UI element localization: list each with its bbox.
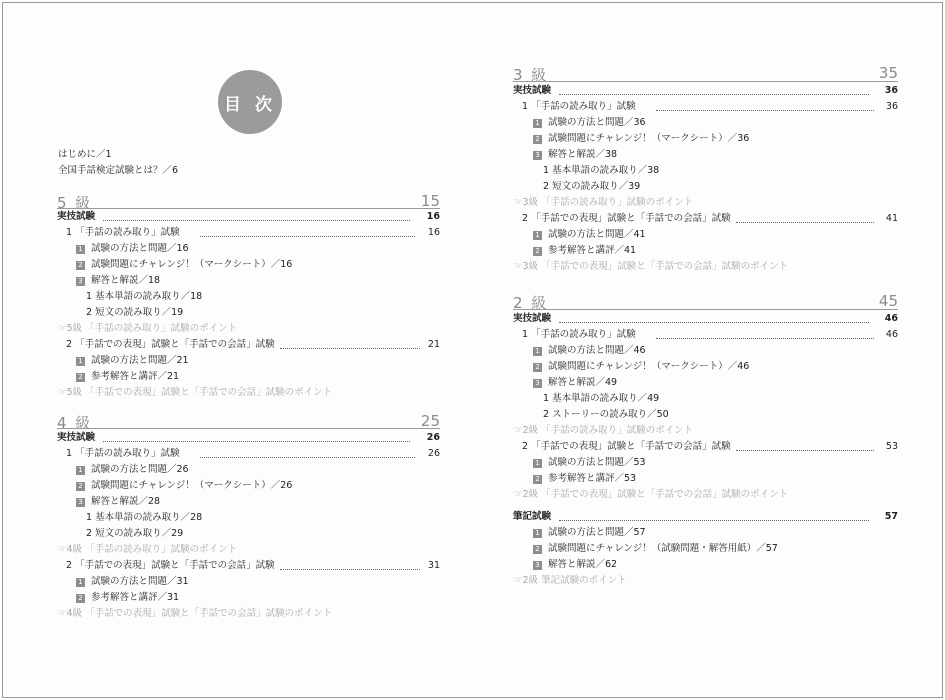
grade5-part1-page: 16 [427,227,440,238]
list-item-text: 試験の方法と問題／21 [91,355,189,366]
grade5-title: 5 級 [57,194,93,212]
number-badge: 2 [76,261,85,270]
grade5-divider [57,208,440,209]
grade4-part1-page: 26 [427,448,440,459]
number-badge: 3 [533,379,542,388]
grade3-jitsugi-page: 36 [884,85,898,96]
list-item-text: 解答と解説／38 [548,149,618,160]
grade2-part1-label[interactable]: 1 「手話の読み取り」試験 [522,329,636,340]
list-item-text: 解答と解説／62 [548,559,618,570]
list-item[interactable] [533,526,646,540]
list-item[interactable] [76,370,179,384]
number-badge: 1 [76,578,85,587]
grade4-part2-page: 31 [427,560,440,571]
number-badge: 2 [533,363,542,372]
grade5-point1[interactable]: ☞5級 「手話の読み取り」試験のポイント [58,323,238,334]
grade3-part2-label[interactable]: 2 「手話での表現」試験と「手話での会話」試験 [522,213,731,224]
toc-title-badge [218,70,282,134]
grade4-title: 4 級 [57,414,93,432]
grade3-divider [513,81,898,82]
grade4-point1[interactable]: ☞4級 「手話の読み取り」試験のポイント [58,544,238,555]
list-item-text: 試験の方法と問題／26 [91,464,189,475]
list-item-text: 試験の方法と問題／53 [548,457,646,468]
list-item-text: 解答と解説／49 [548,377,618,388]
grade4-page: 25 [420,412,440,430]
number-badge: 1 [533,459,542,468]
list-item-text: 試験問題にチャレンジ！（マークシート）／26 [91,480,293,491]
list-item-text: 参考解答と講評／41 [548,245,637,256]
grade2-part2-label[interactable]: 2 「手話での表現」試験と「手話での会話」試験 [522,441,731,452]
list-item[interactable] [533,228,646,242]
grade5-point2[interactable]: ☞5級 「手話での表現」試験と「手話での会話」試験のポイント [58,387,333,398]
grade4-divider [57,428,440,429]
leader-dots [280,569,420,570]
grade2-jitsugi-page: 46 [884,313,898,324]
grade5-part2-page: 21 [427,339,440,350]
list-item-text: 試験の方法と問題／31 [91,576,189,587]
number-badge: 1 [76,357,85,366]
number-badge: 1 [533,119,542,128]
grade2-part1-page: 46 [885,329,898,340]
grade4-part2-label[interactable]: 2 「手話での表現」試験と「手話での会話」試験 [66,560,275,571]
list-item[interactable] [76,591,179,605]
leader-dots [103,441,410,442]
grade2-page: 45 [878,292,898,310]
grade5-page: 15 [420,192,440,210]
grade4-part1-label[interactable]: 1 「手話の読み取り」試験 [66,448,180,459]
grade3-jitsugi-label[interactable]: 実技試験 [513,85,552,96]
grade2-divider [513,309,898,310]
number-badge: 2 [76,373,85,382]
grade5-part2-label[interactable]: 2 「手話での表現」試験と「手話での会話」試験 [66,339,275,350]
list-item-text: 参考解答と講評／21 [91,371,180,382]
list-item[interactable] [533,116,646,130]
leader-dots [656,338,874,339]
number-badge: 1 [76,466,85,475]
front-item-hajimeni[interactable]: はじめに／1 [58,149,112,160]
list-item[interactable] [76,242,189,256]
list-item[interactable] [533,456,646,470]
list-item[interactable] [533,148,617,162]
grade4-jitsugi-label[interactable]: 実技試験 [57,432,96,443]
toc-title: 目 次 [224,94,276,115]
grade2-point1[interactable]: ☞2級 「手話の読み取り」試験のポイント [514,425,694,436]
number-badge: 1 [533,231,542,240]
sub-list-item[interactable]: 1 基本単語の読み取り／38 [543,165,660,176]
grade4-point2[interactable]: ☞4級 「手話での表現」試験と「手話での会話」試験のポイント [58,608,333,619]
grade2-point3[interactable]: ☞2級 筆記試験のポイント [514,575,627,586]
list-item-text: 試験問題にチャレンジ！（マークシート）／46 [548,361,750,372]
list-item[interactable] [76,495,160,509]
grade2-part2-page: 53 [885,441,898,452]
number-badge: 1 [533,529,542,538]
grade3-point2[interactable]: ☞3級 「手話での表現」試験と「手話での会話」試験のポイント [514,261,789,272]
number-badge: 2 [533,545,542,554]
leader-dots [280,348,420,349]
list-item-text: 参考解答と講評／53 [548,473,637,484]
leader-dots [200,457,415,458]
grade2-title: 2 級 [513,294,549,312]
leader-dots [736,222,874,223]
sub-list-item[interactable]: 2 ストーリーの読み取り／50 [543,409,669,420]
grade3-part1-page: 36 [885,101,898,112]
grade3-title: 3 級 [513,66,549,84]
number-badge: 3 [533,151,542,160]
list-item[interactable] [76,258,292,272]
number-badge: 1 [533,347,542,356]
leader-dots [103,220,410,221]
number-badge: 2 [533,135,542,144]
list-item[interactable] [533,558,617,572]
number-badge: 3 [76,277,85,286]
list-item[interactable] [76,463,189,477]
number-badge: 3 [76,498,85,507]
list-item[interactable] [76,274,160,288]
grade2-hikki-page: 57 [884,511,898,522]
list-item-text: 解答と解説／18 [91,275,161,286]
list-item-text: 試験の方法と問題／41 [548,229,646,240]
list-item[interactable] [533,472,636,486]
grade5-jitsugi-page: 16 [426,211,440,222]
leader-dots [200,236,415,237]
list-item[interactable] [533,376,617,390]
list-item-text: 参考解答と講評／31 [91,592,180,603]
leader-dots [736,450,874,451]
list-item[interactable] [533,132,749,146]
list-item[interactable] [533,344,646,358]
grade5-part1-label[interactable]: 1 「手話の読み取り」試験 [66,227,180,238]
list-item[interactable] [533,360,749,374]
grade4-jitsugi-page: 26 [426,432,440,443]
leader-dots [559,94,869,95]
list-item[interactable] [76,479,292,493]
list-item-text: 試験の方法と問題／46 [548,345,646,356]
list-item-text: 試験問題にチャレンジ！（マークシート）／36 [548,133,750,144]
sub-list-item[interactable]: 2 短文の読み取り／39 [543,181,641,192]
number-badge: 2 [76,482,85,491]
list-item[interactable] [533,244,636,258]
number-badge: 2 [533,247,542,256]
list-item[interactable] [76,575,189,589]
sub-list-item[interactable]: 1 基本単語の読み取り／49 [543,393,660,404]
grade2-jitsugi-label[interactable]: 実技試験 [513,313,552,324]
front-item-about[interactable]: 全国手話検定試験とは？／6 [58,165,179,176]
number-badge: 2 [76,594,85,603]
grade3-point1[interactable]: ☞3級 「手話の読み取り」試験のポイント [514,197,694,208]
list-item-text: 試験の方法と問題／36 [548,117,646,128]
sub-list-item[interactable]: 2 短文の読み取り／29 [86,528,184,539]
sub-list-item[interactable]: 2 短文の読み取り／19 [86,307,184,318]
list-item-text: 解答と解説／28 [91,496,161,507]
list-item[interactable] [76,354,189,368]
grade3-page: 35 [878,64,898,82]
leader-dots [559,322,869,323]
list-item-text: 試験問題にチャレンジ！（マークシート）／16 [91,259,293,270]
list-item-text: 試験の方法と問題／16 [91,243,189,254]
number-badge: 3 [533,561,542,570]
grade3-part1-label[interactable]: 1 「手話の読み取り」試験 [522,101,636,112]
sub-list-item[interactable]: 1 基本単語の読み取り／28 [86,512,203,523]
leader-dots [559,520,869,521]
leader-dots [656,110,874,111]
list-item-text: 試験問題にチャレンジ！（試験問題・解答用紙）／57 [548,543,778,554]
grade3-part2-page: 41 [885,213,898,224]
number-badge: 2 [533,475,542,484]
grade5-jitsugi-label[interactable]: 実技試験 [57,211,96,222]
list-item-text: 試験の方法と問題／57 [548,527,646,538]
grade2-hikki-label[interactable]: 筆記試験 [513,511,552,522]
sub-list-item[interactable]: 1 基本単語の読み取り／18 [86,291,203,302]
number-badge: 1 [76,245,85,254]
list-item[interactable] [533,542,778,556]
grade2-point2[interactable]: ☞2級 「手話での表現」試験と「手話での会話」試験のポイント [514,489,789,500]
